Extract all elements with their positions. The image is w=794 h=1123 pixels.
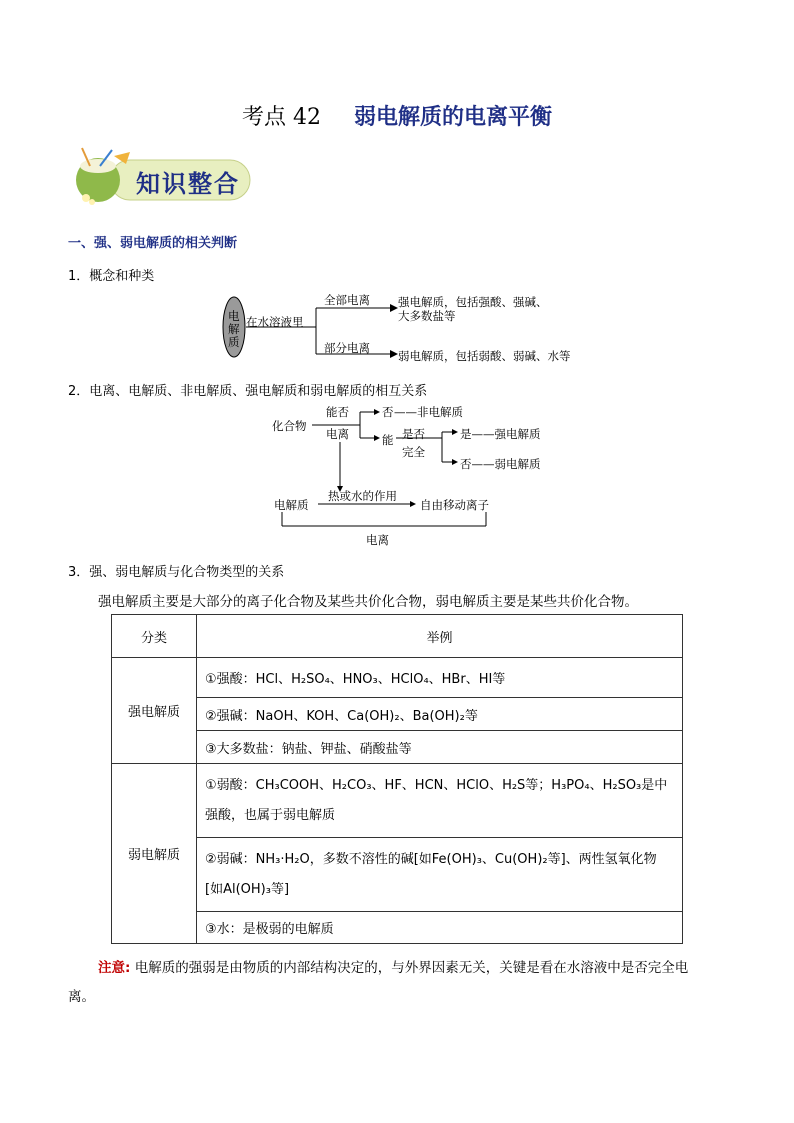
non-electrolyte-label: ——非电解质 — [394, 405, 463, 419]
top-result-line2: 大多数盐等 — [398, 309, 456, 323]
oval-char: 解 — [228, 322, 240, 336]
strong-base-cell: ②强碱：NaOH、KOH、Ca(OH)₂、Ba(OH)₂等 — [197, 698, 683, 731]
subheading-2: 2．电离、电解质、非电解质、强电解质和弱电解质的相互关系 — [68, 384, 428, 399]
strong-result: 是——强电解质 — [460, 427, 541, 441]
weak-category: 弱电解质 — [112, 764, 197, 944]
subheading-3: 3．强、弱电解质与化合物类型的关系 — [68, 565, 285, 580]
table-header-row — [112, 615, 683, 658]
oval-char: 质 — [228, 335, 240, 349]
page-title — [0, 100, 794, 131]
can-question-1: 能否 — [326, 405, 349, 419]
can-question-2: 电离 — [326, 427, 349, 441]
free-ions-label: 自由移动离子 — [420, 498, 489, 512]
badge-label: 知识整合 — [136, 169, 240, 198]
compound-label: 化合物 — [272, 419, 307, 433]
concept-diagram — [218, 288, 618, 366]
no-label: 否 — [382, 405, 394, 419]
weak-result: 否——弱电解质 — [460, 457, 541, 471]
header-examples: 举例 — [197, 615, 683, 658]
section-heading: 一、强、弱电解质的相关判断 — [68, 236, 238, 251]
complete-question-1: 是否 — [402, 427, 425, 441]
strong-category: 强电解质 — [112, 658, 197, 764]
ionization-label: 电离 — [366, 533, 389, 547]
electrolyte-label: 电解质 — [274, 498, 309, 512]
weak-acid-cell: ①弱酸：CH₃COOH、H₂CO₃、HF、HCN、HClO、H₂S等；H₃PO₄、H₂SO₃是中强酸，也属于弱电解质 — [197, 764, 683, 838]
title-number: 考点 42 — [241, 105, 321, 130]
table-row — [112, 698, 683, 731]
note-paragraph — [98, 952, 728, 985]
note-continuation: 离。 — [68, 989, 95, 1005]
knowledge-badge — [70, 146, 255, 208]
bottom-branch-label: 部分电离 — [324, 341, 370, 355]
top-result-line1: 强电解质，包括强酸、强碱、 — [398, 295, 548, 309]
heat-water-label: 热或水的作用 — [328, 489, 397, 503]
table-row — [112, 838, 683, 912]
subheading-1: 1．概念和种类 — [68, 269, 155, 284]
relation-diagram — [272, 404, 562, 550]
complete-question-2: 完全 — [402, 445, 425, 459]
table-row — [112, 731, 683, 764]
weak-base-cell: ②弱碱：NH₃·H₂O，多数不溶性的碱[如Fe(OH)₃、Cu(OH)₂等]、两性氢氧化物[如Al(OH)₃等] — [197, 838, 683, 912]
table-row — [112, 658, 683, 698]
note-text: 电解质的强弱是由物质的内部结构决定的，与外界因素无关，关键是看在水溶液中是否完全电 — [134, 960, 689, 976]
table-row — [112, 764, 683, 838]
oval-label — [228, 310, 240, 349]
strong-acid-cell: ①强酸：HCl、H₂SO₄、HNO₃、HClO₄、HBr、HI等 — [197, 658, 683, 698]
note-label: 注意: — [98, 960, 131, 976]
header-category: 分类 — [112, 615, 197, 658]
top-branch-label: 全部电离 — [324, 293, 370, 307]
oval-char: 电 — [228, 309, 240, 323]
title-topic: 弱电解质的电离平衡 — [353, 104, 552, 130]
water-cell: ③水：是极弱的电解质 — [197, 912, 683, 944]
bottom-result: 弱电解质，包括弱酸、弱碱、水等 — [398, 349, 571, 363]
table-row — [112, 912, 683, 944]
salt-cell: ③大多数盐：钠盐、钾盐、硝酸盐等 — [197, 731, 683, 764]
electrolyte-table — [111, 614, 683, 944]
condition-label: 在水溶液里 — [246, 315, 304, 329]
yes-can-label: 能 — [382, 433, 394, 447]
intro-paragraph: 强电解质主要是大部分的离子化合物及某些共价化合物，弱电解质主要是某些共价化合物。 — [98, 594, 638, 610]
